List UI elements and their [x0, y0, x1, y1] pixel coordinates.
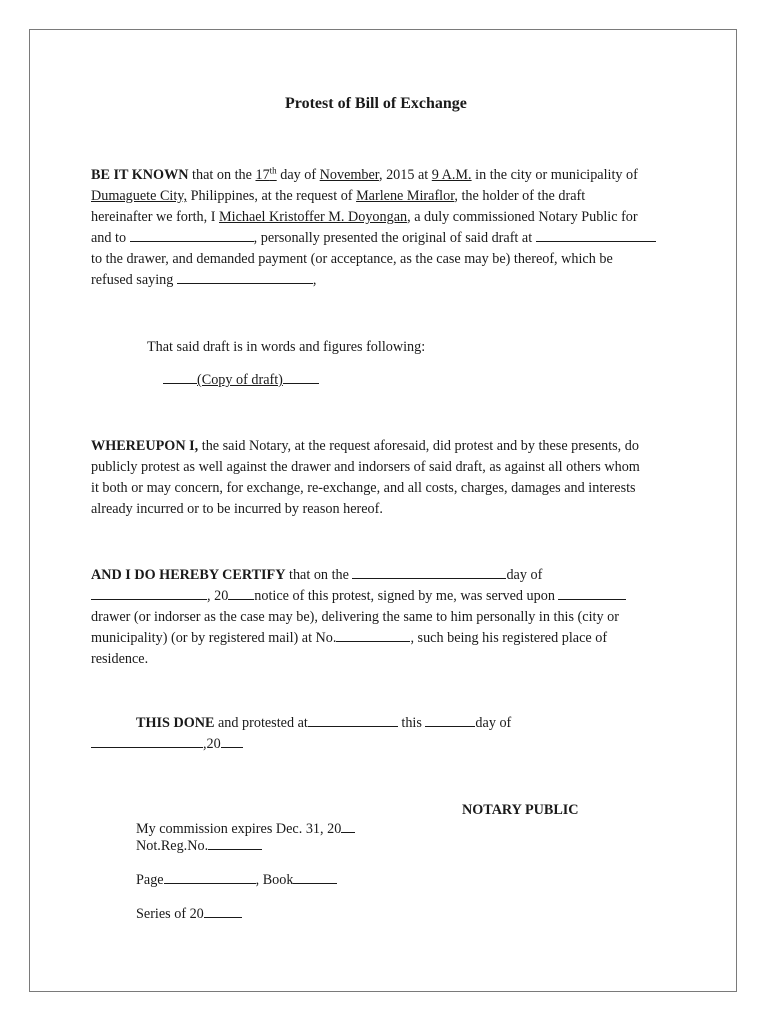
p1-line-6: refused saying ,	[91, 272, 317, 288]
blank-series[interactable]	[204, 905, 242, 918]
blank-address-no[interactable]	[336, 629, 410, 642]
p3-lead: WHEREUPON I,	[91, 438, 199, 454]
blank-certify-month[interactable]	[91, 587, 207, 600]
p4-line-2: , 20 notice of this protest, signed by me, was served upon	[91, 586, 626, 606]
p1-line-2: Dumaguete City, Philippines, at the request of Marlene Miraflor, the holder of the draft	[91, 188, 586, 204]
blank-book[interactable]	[293, 871, 337, 884]
p4-line-4: municipality) (or by registered mail) at No. , such being his registered place of	[91, 630, 608, 646]
document-title: Protest of Bill of Exchange	[285, 95, 467, 112]
p4-line-3: drawer (or indorser as the case may be), delivering the same to him personally in this (city or	[91, 609, 619, 625]
p1-notary-name: Michael Kristoffer M. Doyongan	[219, 209, 408, 225]
blank-refused-saying[interactable]	[177, 271, 313, 284]
p5-line-1: THIS DONE and protested at this day of	[136, 715, 512, 731]
p1-time: 9 A.M.	[431, 167, 472, 183]
blank-to[interactable]	[130, 229, 254, 242]
notary-public-label: NOTARY PUBLIC	[462, 802, 579, 818]
p1-line-3: hereinafter we forth, I Michael Kristoffer M. Doyongan, a duly commissioned Notary Public for	[91, 209, 638, 225]
p1-lead: BE IT KNOWN	[91, 167, 189, 183]
p1-line-1: BE IT KNOWN that on the 17th day of November, 2015 at 9 A.M. in the city or municipality of	[91, 165, 638, 183]
blank-certify-day[interactable]	[352, 566, 506, 579]
blank-place[interactable]	[536, 229, 656, 242]
blank-served-upon[interactable]	[558, 587, 626, 600]
p1-day: 17th	[255, 165, 277, 183]
p3-line-4: already incurred or to be incurred by reason hereof.	[91, 501, 383, 517]
blank-page[interactable]	[164, 871, 256, 884]
blank-not-reg-no[interactable]	[208, 837, 262, 850]
p5-line-2: ,20	[91, 734, 243, 754]
p5-lead: THIS DONE	[136, 715, 215, 731]
p3-line-3: it both or may concern, for exchange, re-exchange, and all costs, charges, damages and interests	[91, 480, 636, 496]
commission-line: My commission expires Dec. 31, 20	[136, 819, 355, 839]
series-line: Series of 20	[136, 904, 242, 924]
p2-line: That said draft is in words and figures following:	[147, 339, 426, 355]
p1-line-5: to the drawer, and demanded payment (or acceptance, as the case may be) thereof, which be	[91, 251, 613, 267]
blank-done-day[interactable]	[425, 714, 475, 727]
blank-commission-year[interactable]	[341, 820, 355, 833]
blank-protested-at[interactable]	[308, 714, 398, 727]
p4-lead: AND I DO HEREBY CERTIFY	[91, 567, 286, 583]
page-book-line: Page , Book	[136, 870, 337, 890]
copy-of-draft: (Copy of draft)	[163, 370, 319, 390]
p1-city: Dumaguete City,	[91, 188, 188, 204]
p1-requester: Marlene Miraflor	[356, 188, 455, 204]
blank-done-month[interactable]	[91, 735, 203, 748]
p3-line-2: publicly protest as well against the drawer and indorsers of said draft, as against all others whom	[91, 459, 640, 475]
not-reg-line: Not.Reg.No.	[136, 836, 262, 856]
p1-line-4: and to , personally presented the original of said draft at	[91, 228, 656, 248]
p4-line-5: residence.	[91, 651, 149, 667]
blank-done-year[interactable]	[221, 735, 243, 748]
p1-month: November	[319, 167, 379, 183]
p4-line-1: AND I DO HEREBY CERTIFY that on the day of	[91, 567, 543, 583]
p3-line-1: WHEREUPON I, the said Notary, at the request aforesaid, did protest and by these presents, do	[91, 438, 639, 454]
blank-certify-year[interactable]	[228, 587, 254, 600]
